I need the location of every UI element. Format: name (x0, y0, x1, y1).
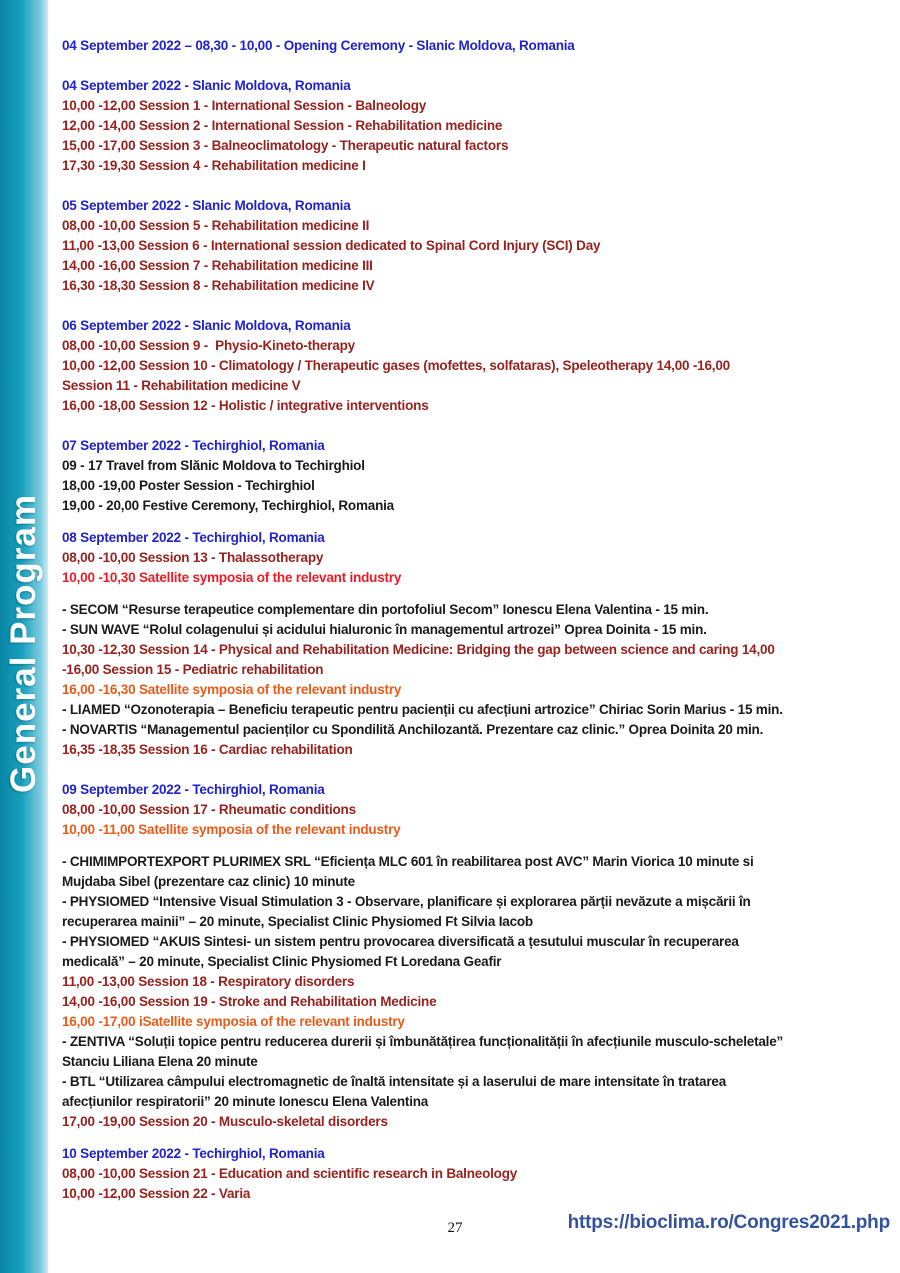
program-line: 16,00 -17,00 iSatellite symposia of the relevant industry (62, 1014, 405, 1029)
program-line: 08,00 -10,00 Session 17 - Rheumatic conditions (62, 802, 356, 817)
program-line: 08,00 -10,00 Session 13 - Thalassotherapy (62, 550, 324, 565)
program-line: 10,00 -10,30 Satellite symposia of the relevant industry (62, 570, 402, 585)
sidebar-title: General Program (4, 494, 43, 793)
program-list (62, 36, 894, 1204)
program-line: 06 September 2022 - Slanic Moldova, Romania (62, 318, 351, 333)
program-line: 16,35 -18,35 Session 16 - Cardiac rehabilitation (62, 742, 353, 757)
program-line: 09 September 2022 - Techirghiol, Romania (62, 782, 325, 797)
program-line: - NOVARTIS “Managementul pacienților cu Spondilită Anchilozantă. Prezentare caz clinic.” Oprea Doinita 20 min. (62, 722, 764, 737)
spacer (62, 760, 894, 780)
program-line: 10,30 -12,30 Session 14 - Physical and Rehabilitation Medicine: Bridging the gap between science and caring 14,00 (62, 642, 775, 657)
spacer (62, 1132, 894, 1144)
program-line: 10,00 -11,00 Satellite symposia of the relevant industry (62, 822, 401, 837)
program-line: 11,00 -13,00 Session 18 - Respiratory disorders (62, 974, 355, 989)
program-line: 16,00 -18,00 Session 12 - Holistic / integrative interventions (62, 398, 429, 413)
program-line: 16,00 -16,30 Satellite symposia of the relevant industry (62, 682, 402, 697)
program-line: 05 September 2022 - Slanic Moldova, Romania (62, 198, 351, 213)
program-line: 18,00 -19,00 Poster Session - Techirghiol (62, 478, 315, 493)
program-line: Session 11 - Rehabilitation medicine V (62, 378, 301, 393)
program-line: - LIAMED “Ozonoterapia – Beneficiu terapeutic pentru pacienții cu afecțiuni artrozice” Chiriac Sorin Marius - 15 min. (62, 702, 783, 717)
program-line: 14,00 -16,00 Session 19 - Stroke and Rehabilitation Medicine (62, 994, 437, 1009)
program-line: 14,00 -16,00 Session 7 - Rehabilitation medicine III (62, 258, 373, 273)
program-line: 08,00 -10,00 Session 9 - Physio-Kineto-therapy (62, 338, 355, 353)
program-line: - SUN WAVE “Rolul colagenului și acidului hialuronic în managementul artrozei” Oprea Doinita - 15 min. (62, 622, 707, 637)
program-line: 10 September 2022 - Techirghiol, Romania (62, 1146, 325, 1161)
spacer (62, 56, 894, 76)
program-line: 16,30 -18,30 Session 8 - Rehabilitation medicine IV (62, 278, 375, 293)
program-line: 17,00 -19,00 Session 20 - Musculo-skeletal disorders (62, 1114, 388, 1129)
program-line: 04 September 2022 - Slanic Moldova, Romania (62, 78, 351, 93)
program-line: - PHYSIOMED “AKUIS Sintesi- un sistem pentru provocarea diversificată a țesutului muscular în recuperarea (62, 934, 739, 949)
program-line: 10,00 -12,00 Session 22 - Varia (62, 1186, 251, 1201)
program-line: 19,00 - 20,00 Festive Ceremony, Techirghiol, Romania (62, 498, 394, 513)
spacer (62, 840, 894, 852)
spacer (62, 416, 894, 436)
program-line: - CHIMIMPORTEXPORT PLURIMEX SRL “Eficiența MLC 601 în reabilitarea post AVC” Marin Viorica 10 minute si (62, 854, 754, 869)
program-line: Mujdaba Sibel (prezentare caz clinic) 10 minute (62, 874, 355, 889)
page-number: 27 (447, 1220, 463, 1236)
program-line: 08,00 -10,00 Session 5 - Rehabilitation medicine II (62, 218, 370, 233)
program-line: - SECOM “Resurse terapeutice complementare din portofoliul Secom” Ionescu Elena Valentina - 15 min. (62, 602, 709, 617)
program-line: 08,00 -10,00 Session 21 - Education and scientific research in Balneology (62, 1166, 518, 1181)
program-line: afecțiunilor respiratorii” 20 minute Ionescu Elena Valentina (62, 1094, 429, 1109)
program-line: 10,00 -12,00 Session 1 - International Session - Balneology (62, 98, 427, 113)
program-line: 10,00 -12,00 Session 10 - Climatology / Therapeutic gases (mofettes, solfataras), Speleotherapy 14,00 -16,00 (62, 358, 730, 373)
program-line: 08 September 2022 - Techirghiol, Romania (62, 530, 325, 545)
program-line: 09 - 17 Travel from Slănic Moldova to Techirghiol (62, 458, 365, 473)
program-line: medicală” – 20 minute, Specialist Clinic Physiomed Ft Loredana Geafir (62, 954, 502, 969)
spacer (62, 516, 894, 528)
page-footer (0, 1212, 890, 1252)
spacer (62, 176, 894, 196)
program-line: 11,00 -13,00 Session 6 - International session dedicated to Spinal Cord Injury (SCI) Day (62, 238, 601, 253)
program-line: 07 September 2022 - Techirghiol, Romania (62, 438, 325, 453)
program-line: 17,30 -19,30 Session 4 - Rehabilitation medicine I (62, 158, 366, 173)
program-line: recuperarea mainii” – 20 minute, Specialist Clinic Physiomed Ft Silvia Iacob (62, 914, 533, 929)
spacer (62, 588, 894, 600)
congress-url-link[interactable]: https://bioclima.ro/Congres2021.php (567, 1212, 890, 1233)
sidebar (0, 0, 48, 1273)
spacer (62, 296, 894, 316)
program-line: - ZENTIVA “Soluții topice pentru reducerea durerii și îmbunătățirea funcționalității în afecțiunile musculo-scheletale” (62, 1034, 784, 1049)
program-line: 04 September 2022 – 08,30 - 10,00 - Opening Ceremony - Slanic Moldova, Romania (62, 38, 575, 53)
program-line: 12,00 -14,00 Session 2 - International Session - Rehabilitation medicine (62, 118, 503, 133)
program-line: Stanciu Liliana Elena 20 minute (62, 1054, 258, 1069)
program-line: 15,00 -17,00 Session 3 - Balneoclimatology - Therapeutic natural factors (62, 138, 509, 153)
program-line: - PHYSIOMED “Intensive Visual Stimulation 3 - Observare, planificare și explorarea părții nevăzute a mișcării în (62, 894, 751, 909)
program-line: - BTL “Utilizarea câmpului electromagnetic de înaltă intensitate și a laserului de mare intensitate în tratarea (62, 1074, 727, 1089)
program-line: -16,00 Session 15 - Pediatric rehabilitation (62, 662, 324, 677)
